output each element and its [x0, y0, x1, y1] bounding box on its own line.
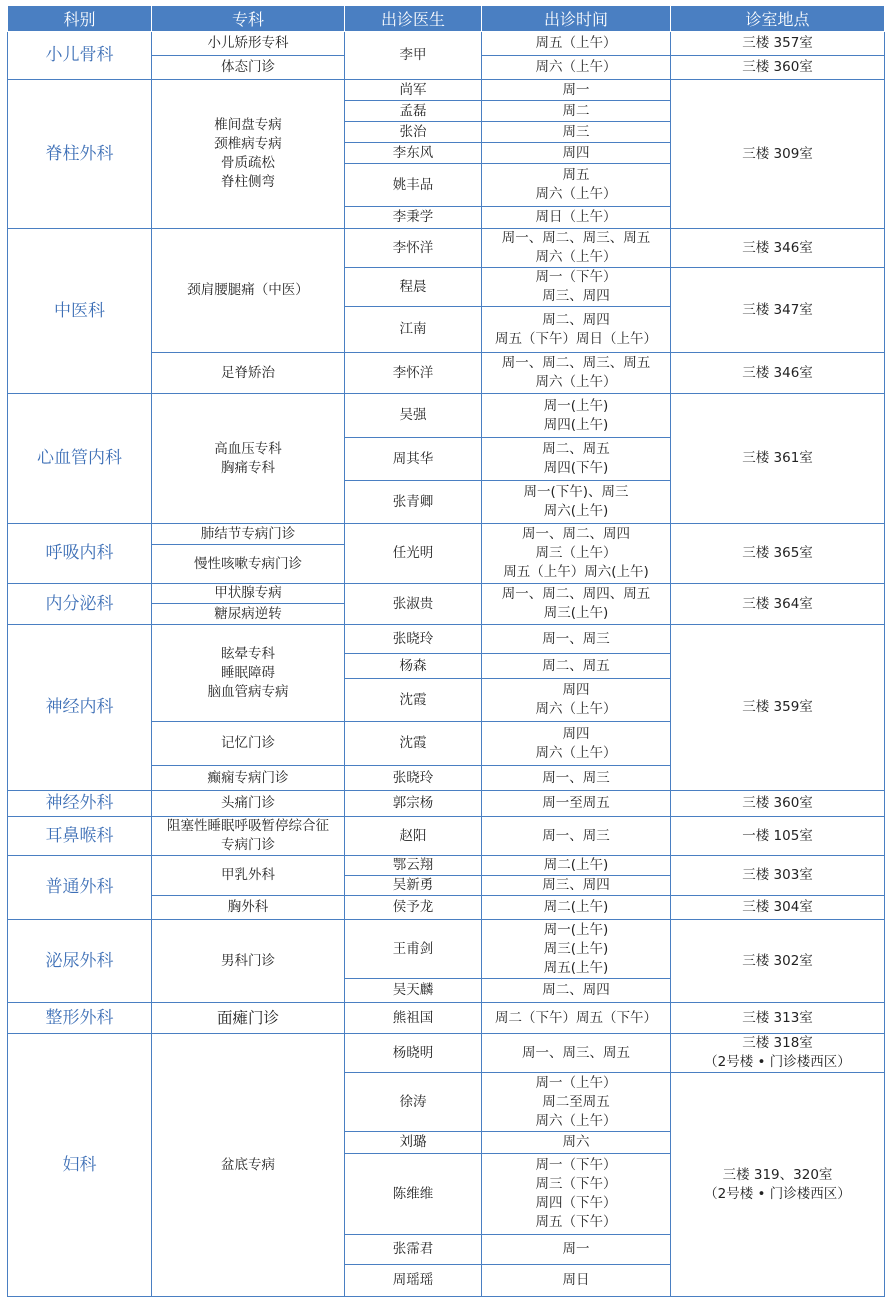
cell-line: 吴新勇	[392, 877, 434, 893]
cell-line: 周三（下午）	[535, 1176, 617, 1192]
header-row	[8, 6, 885, 32]
time-cell	[482, 654, 671, 679]
room-cell	[671, 817, 885, 856]
cell-line: 周一	[562, 81, 590, 98]
doctor-cell	[345, 229, 482, 268]
cell-line: 三楼 360室	[742, 795, 813, 811]
cell-line: 周一至周五	[542, 795, 610, 811]
cell-line: 周二至周五	[542, 1093, 610, 1110]
doctor-cell	[345, 32, 482, 80]
doctor-cell	[345, 353, 482, 394]
cell-line: 张晓玲	[392, 769, 434, 786]
cell-line: 杨晓明	[392, 1044, 434, 1061]
cell-line: （2号楼 • 门诊楼西区）	[704, 1054, 851, 1070]
cell-line: 吴强	[399, 407, 427, 423]
cell-line: 骨质疏松	[221, 155, 275, 171]
specialty-cell	[152, 604, 345, 625]
specialty-cell	[152, 817, 345, 856]
header-department: 科别	[8, 6, 152, 32]
cell-line: 周五	[562, 167, 590, 183]
cell-line: 甲状腺专病	[214, 585, 282, 601]
specialty-cell	[152, 353, 345, 394]
cell-line: 三楼 346室	[742, 239, 813, 256]
cell-line: 三楼 361室	[742, 450, 813, 466]
cell-line: 周六（上午）	[535, 59, 617, 75]
doctor-cell	[345, 101, 482, 122]
cell-line: 沈霞	[399, 691, 427, 708]
doctor-cell	[345, 307, 482, 353]
clinic-schedule-table	[7, 5, 885, 1297]
doctor-cell	[345, 876, 482, 896]
room-cell	[671, 1034, 885, 1073]
cell-line: 周一、周三	[542, 769, 610, 786]
time-cell	[482, 524, 671, 584]
cell-line: 周一（上午）	[535, 1074, 617, 1091]
time-cell	[482, 791, 671, 817]
cell-line: 周一、周二、周四、周五	[501, 586, 651, 602]
cell-line: 周一(上午)	[543, 921, 609, 938]
department-cell: 小儿骨科	[8, 32, 152, 80]
cell-line: 姚丰品	[392, 176, 434, 193]
cell-line: 周一(上午)	[543, 397, 609, 414]
time-cell	[482, 584, 671, 625]
cell-line: 徐涛	[399, 1093, 427, 1110]
time-cell	[482, 353, 671, 394]
room-cell	[671, 856, 885, 896]
doctor-cell	[345, 584, 482, 625]
cell-line: 周四	[562, 725, 590, 742]
department-cell: 普通外科	[8, 856, 152, 920]
time-cell	[482, 1154, 671, 1235]
cell-line: 足脊矫治	[221, 364, 275, 381]
cell-line: 盆底专病	[221, 1156, 275, 1173]
time-cell	[482, 207, 671, 229]
doctor-cell	[345, 1073, 482, 1132]
doctor-cell	[345, 80, 482, 101]
room-cell	[671, 896, 885, 920]
room-cell	[671, 920, 885, 1003]
cell-line: 周六（上午）	[535, 1112, 617, 1129]
cell-line: 三楼 357室	[742, 35, 813, 51]
cell-line: 周六	[562, 1134, 590, 1150]
cell-line: 周一、周三	[542, 827, 610, 844]
department-cell: 神经外科	[8, 791, 152, 817]
doctor-cell	[345, 122, 482, 143]
cell-line: 三楼 318室	[742, 1035, 813, 1051]
cell-line: 记忆门诊	[221, 735, 275, 751]
cell-line: 周一、周三、周五	[522, 1044, 630, 1061]
doctor-cell	[345, 1235, 482, 1265]
time-cell	[482, 1073, 671, 1132]
cell-line: 周四	[562, 682, 590, 698]
cell-line: 三楼 303室	[742, 867, 813, 883]
specialty-cell	[152, 625, 345, 722]
room-cell	[671, 394, 885, 524]
table-row	[8, 856, 885, 876]
time-cell	[482, 817, 671, 856]
cell-line: 脊柱侧弯	[221, 174, 275, 190]
time-cell	[482, 122, 671, 143]
time-cell	[482, 307, 671, 353]
department-cell: 呼吸内科	[8, 524, 152, 584]
cell-line: 周一(下午)、周三	[523, 484, 629, 500]
cell-line: 颈椎病专病	[214, 136, 282, 152]
cell-line: 程晨	[399, 278, 427, 295]
doctor-cell	[345, 896, 482, 920]
cell-line: 周日（上午）	[535, 209, 617, 225]
cell-line: 吴天麟	[392, 982, 434, 998]
doctor-cell	[345, 1132, 482, 1154]
doctor-cell	[345, 856, 482, 876]
specialty-cell	[152, 1034, 345, 1297]
cell-line: 周二(上午)	[543, 857, 609, 873]
time-cell	[482, 1235, 671, 1265]
cell-line: 周五（上午）	[535, 35, 617, 51]
department-cell: 脊柱外科	[8, 80, 152, 229]
table-row	[8, 32, 885, 56]
doctor-cell	[345, 1265, 482, 1297]
cell-line: （2号楼 • 门诊楼西区）	[704, 1185, 851, 1202]
cell-line: 周二	[562, 102, 590, 119]
cell-line: 周三、周四	[542, 877, 610, 893]
time-cell	[482, 481, 671, 524]
time-cell	[482, 1034, 671, 1073]
cell-line: 熊祖国	[392, 1009, 434, 1026]
cell-line: 张霈君	[392, 1241, 434, 1257]
table-row	[8, 524, 885, 545]
doctor-cell	[345, 268, 482, 307]
doctor-cell	[345, 1154, 482, 1235]
time-cell	[482, 625, 671, 654]
room-cell	[671, 524, 885, 584]
room-cell	[671, 56, 885, 80]
cell-line: 周一、周二、周三、周五	[501, 355, 651, 371]
doctor-cell	[345, 481, 482, 524]
cell-line: 周六（上午）	[535, 374, 617, 390]
specialty-cell	[152, 56, 345, 80]
cell-line: 周四(下午)	[543, 460, 609, 476]
time-cell	[482, 856, 671, 876]
cell-line: 周一	[562, 1241, 590, 1257]
room-cell	[671, 625, 885, 791]
table-row	[8, 817, 885, 856]
time-cell	[482, 101, 671, 122]
doctor-cell	[345, 1003, 482, 1034]
cell-line: 周二、周五	[542, 657, 610, 674]
time-cell	[482, 896, 671, 920]
time-cell	[482, 143, 671, 164]
specialty-cell	[152, 32, 345, 56]
time-cell	[482, 979, 671, 1003]
time-cell	[482, 722, 671, 766]
header-room: 诊室地点	[671, 6, 885, 32]
cell-line: 杨森	[399, 657, 427, 674]
cell-line: 周六（上午）	[535, 249, 617, 265]
header-doctor: 出诊医生	[345, 6, 482, 32]
cell-line: 张晓玲	[392, 630, 434, 647]
cell-line: 周六（上午）	[535, 701, 617, 717]
department-cell: 妇科	[8, 1034, 152, 1297]
cell-line: 胸痛专科	[221, 459, 275, 476]
department-cell: 耳鼻喉科	[8, 817, 152, 856]
table-row	[8, 625, 885, 654]
cell-line: 小儿矫形专科	[207, 35, 289, 51]
table-row	[8, 229, 885, 268]
cell-line: 鄂云翔	[392, 857, 434, 873]
cell-line: 周五(上午)	[543, 959, 609, 976]
room-cell	[671, 353, 885, 394]
cell-line: 肺结节专病门诊	[200, 525, 296, 542]
time-cell	[482, 229, 671, 268]
cell-line: 周一、周二、周四	[522, 526, 630, 542]
doctor-cell	[345, 817, 482, 856]
doctor-cell	[345, 979, 482, 1003]
department-cell: 泌尿外科	[8, 920, 152, 1003]
cell-line: 慢性咳嗽专病门诊	[194, 555, 302, 572]
table-row	[8, 791, 885, 817]
cell-line: 周五（上午）周六(上午)	[503, 564, 649, 580]
department-cell: 整形外科	[8, 1003, 152, 1034]
doctor-cell	[345, 207, 482, 229]
cell-line: 周二、周四	[542, 311, 610, 328]
cell-line: 周四（下午）	[535, 1195, 617, 1211]
cell-line: 周三、周四	[542, 288, 610, 304]
cell-line: 周瑶瑶	[392, 1272, 434, 1288]
specialty-cell	[152, 896, 345, 920]
cell-line: 男科门诊	[221, 952, 275, 969]
cell-line: 李甲	[399, 47, 427, 63]
specialty-cell	[152, 584, 345, 604]
cell-line: 张淑贵	[392, 595, 434, 612]
cell-line: 三楼 319、320室	[722, 1166, 833, 1183]
cell-line: 周一（下午）	[535, 269, 617, 285]
specialty-cell	[152, 920, 345, 1003]
cell-line: 孟磊	[399, 102, 427, 119]
time-cell	[482, 56, 671, 80]
doctor-cell	[345, 654, 482, 679]
cell-line: 周一、周三	[542, 630, 610, 647]
table-row	[8, 80, 885, 101]
specialty-cell	[152, 229, 345, 353]
time-cell	[482, 679, 671, 722]
cell-line: 李怀洋	[392, 364, 434, 381]
cell-line: 陈维维	[392, 1185, 434, 1202]
cell-line: 周二、周五	[542, 441, 610, 457]
specialty-cell	[152, 545, 345, 584]
cell-line: 三楼 347室	[742, 301, 813, 318]
table-row	[8, 1034, 885, 1073]
specialty-cell	[152, 856, 345, 896]
doctor-cell	[345, 679, 482, 722]
cell-line: 糖尿病逆转	[214, 605, 282, 622]
header-specialty: 专科	[152, 6, 345, 32]
table-row	[8, 584, 885, 604]
cell-line: 椎间盘专病	[214, 117, 282, 133]
cell-line: 眩晕专科	[221, 645, 275, 662]
cell-line: 江南	[399, 321, 427, 337]
cell-line: 三楼 302室	[742, 952, 813, 969]
time-cell	[482, 920, 671, 979]
cell-line: 三楼 309室	[742, 145, 813, 162]
room-cell	[671, 32, 885, 56]
cell-line: 张青卿	[392, 493, 434, 510]
time-cell	[482, 268, 671, 307]
cell-line: 周二、周四	[542, 982, 610, 998]
doctor-cell	[345, 1034, 482, 1073]
cell-line: 周三(上午)	[543, 605, 609, 621]
cell-line: 周四(上午)	[543, 416, 609, 433]
table-row	[8, 1003, 885, 1034]
doctor-cell	[345, 524, 482, 584]
cell-line: 专病门诊	[221, 837, 275, 853]
cell-line: 颈肩腰腿痛（中医）	[187, 282, 309, 298]
time-cell	[482, 80, 671, 101]
doctor-cell	[345, 791, 482, 817]
specialty-cell	[152, 394, 345, 524]
time-cell	[482, 164, 671, 207]
cell-line: 周其华	[392, 450, 434, 467]
doctor-cell	[345, 143, 482, 164]
cell-line: 李秉学	[392, 209, 434, 225]
table-row	[8, 394, 885, 438]
cell-line: 郭宗杨	[392, 795, 434, 811]
cell-line: 三楼 365室	[742, 545, 813, 561]
room-cell	[671, 268, 885, 353]
department-cell: 心血管内科	[8, 394, 152, 524]
table-row	[8, 920, 885, 979]
cell-line: 尚军	[399, 81, 427, 98]
cell-line: 周五（下午）	[535, 1214, 617, 1230]
doctor-cell	[345, 394, 482, 438]
cell-line: 周四	[562, 144, 590, 161]
cell-line: 高血压专科	[214, 440, 282, 457]
doctor-cell	[345, 722, 482, 766]
cell-line: 周一、周二、周三、周五	[501, 230, 651, 246]
cell-line: 周五（下午）周日（上午）	[495, 330, 657, 347]
time-cell	[482, 32, 671, 56]
room-cell	[671, 584, 885, 625]
cell-line: 甲乳外科	[221, 867, 275, 883]
cell-line: 周三	[562, 123, 590, 140]
department-cell: 中医科	[8, 229, 152, 394]
cell-line: 周日	[562, 1272, 590, 1288]
room-cell	[671, 229, 885, 268]
cell-line: 周三（上午）	[535, 545, 617, 561]
cell-line: 三楼 360室	[742, 59, 813, 75]
cell-line: 一楼 105室	[742, 827, 813, 844]
cell-line: 癫痫专病门诊	[207, 769, 289, 786]
cell-line: 王甫剑	[392, 940, 434, 957]
specialty-cell	[152, 80, 345, 229]
specialty-cell	[152, 722, 345, 766]
cell-line: 周二(上午)	[543, 899, 609, 915]
cell-line: 周三(上午)	[543, 940, 609, 957]
time-cell	[482, 394, 671, 438]
doctor-cell	[345, 438, 482, 481]
cell-line: 体态门诊	[221, 59, 275, 75]
department-cell: 神经内科	[8, 625, 152, 791]
doctor-cell	[345, 920, 482, 979]
department-cell: 内分泌科	[8, 584, 152, 625]
specialty-cell	[152, 1003, 345, 1034]
cell-line: 李怀洋	[392, 239, 434, 256]
room-cell	[671, 1003, 885, 1034]
cell-line: 周六（上午）	[535, 186, 617, 202]
cell-line: 三楼 313室	[742, 1009, 813, 1026]
specialty-cell	[152, 791, 345, 817]
doctor-cell	[345, 625, 482, 654]
specialty-cell	[152, 524, 345, 545]
room-cell	[671, 791, 885, 817]
time-cell	[482, 438, 671, 481]
cell-line: 胸外科	[227, 899, 269, 915]
doctor-cell	[345, 766, 482, 791]
cell-line: 周六（上午）	[535, 744, 617, 761]
cell-line: 睡眠障碍	[221, 664, 275, 681]
cell-line: 李东风	[392, 144, 434, 161]
cell-line: 三楼 359室	[742, 699, 813, 715]
cell-line: 刘璐	[399, 1134, 427, 1150]
cell-line: 头痛门诊	[221, 795, 275, 811]
cell-line: 脑血管病专病	[207, 683, 289, 700]
cell-line: 周二（下午）周五（下午）	[495, 1009, 657, 1026]
time-cell	[482, 1265, 671, 1297]
cell-line: 任光明	[392, 545, 434, 561]
doctor-cell	[345, 164, 482, 207]
cell-line: 阻塞性睡眠呼吸暂停综合征	[167, 818, 329, 834]
cell-line: 赵阳	[399, 827, 427, 844]
specialty-cell	[152, 766, 345, 791]
room-cell	[671, 80, 885, 229]
cell-line: 三楼 304室	[742, 899, 813, 915]
room-cell	[671, 1073, 885, 1297]
cell-line: 张治	[399, 123, 427, 140]
cell-line: 面瘫门诊	[216, 1008, 279, 1027]
time-cell	[482, 1132, 671, 1154]
cell-line: 沈霞	[399, 735, 427, 751]
header-time: 出诊时间	[482, 6, 671, 32]
time-cell	[482, 876, 671, 896]
time-cell	[482, 1003, 671, 1034]
time-cell	[482, 766, 671, 791]
cell-line: 周一（下午）	[535, 1157, 617, 1173]
cell-line: 三楼 346室	[742, 364, 813, 381]
cell-line: 三楼 364室	[742, 595, 813, 612]
cell-line: 侯予龙	[392, 899, 434, 915]
cell-line: 周六(上午)	[543, 503, 609, 519]
